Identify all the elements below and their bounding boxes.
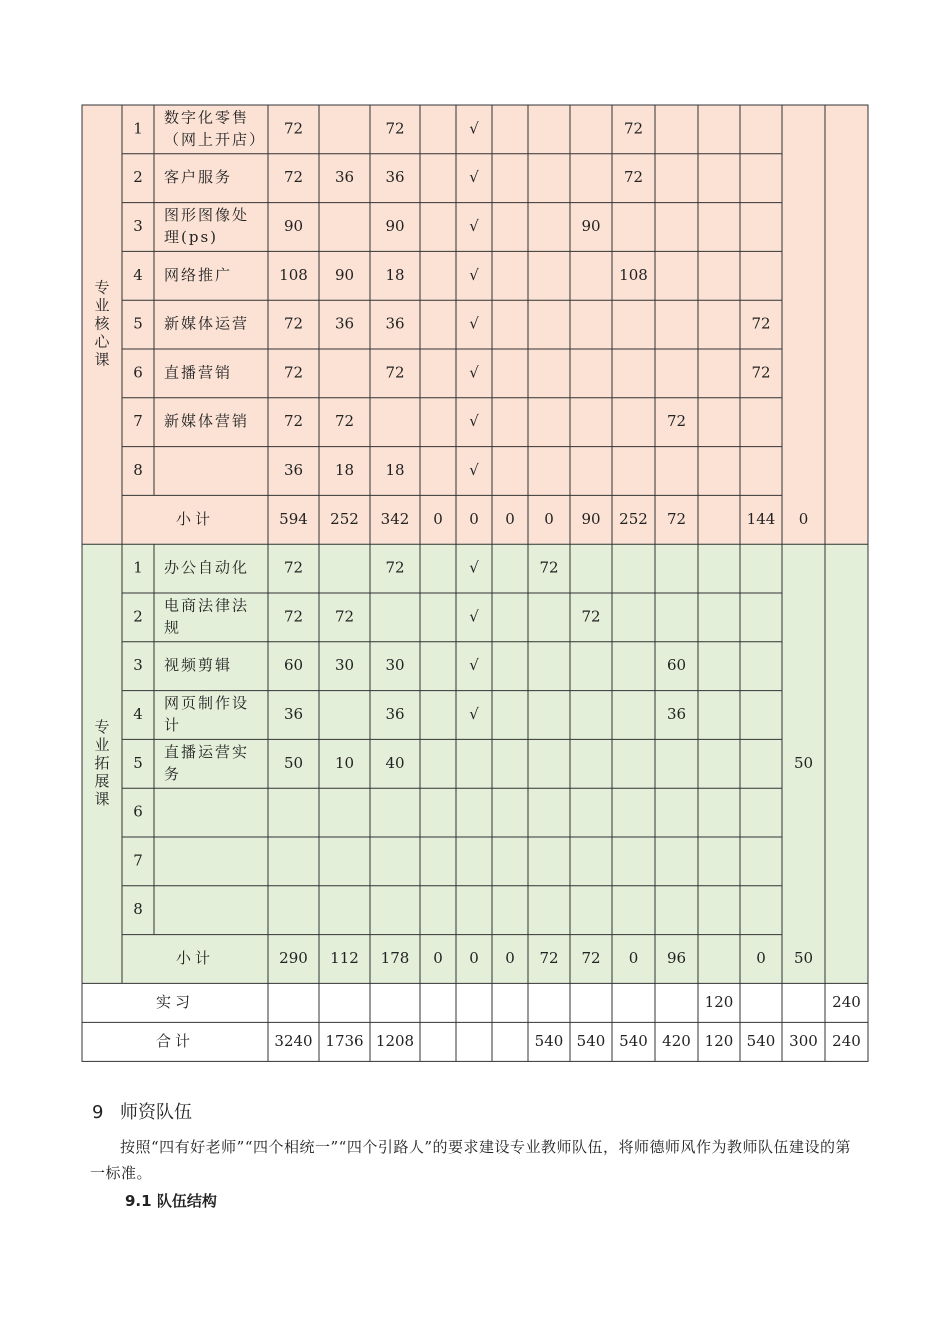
total-cell: 1208 bbox=[375, 1031, 415, 1050]
hours-cell: 18 bbox=[385, 461, 405, 479]
subtotal-cell: 72 bbox=[539, 949, 559, 967]
course-name: 务 bbox=[164, 764, 182, 783]
category-label-char: 业 bbox=[94, 735, 110, 754]
hours-cell: 72 bbox=[283, 314, 304, 333]
category-label-char: 拓 bbox=[94, 753, 110, 772]
hours-cell: 18 bbox=[334, 461, 355, 479]
subtotal-cell: 0 bbox=[628, 949, 639, 967]
section-heading bbox=[92, 1098, 192, 1124]
hours-cell: 72 bbox=[283, 363, 304, 382]
course-name: 办公自动化 bbox=[164, 558, 250, 577]
total-cell: 240 bbox=[832, 1031, 861, 1050]
hours-cell: 72 bbox=[283, 168, 304, 187]
section-number: 9 bbox=[92, 1102, 104, 1123]
course-name: 新媒体营销 bbox=[164, 412, 250, 431]
hours-cell: 72 bbox=[623, 119, 644, 138]
course-name: 数字化零售 bbox=[164, 108, 250, 127]
subsection-number: 9.1 bbox=[125, 1192, 152, 1210]
course-name: 新媒体运营 bbox=[164, 314, 250, 333]
hours-cell: 30 bbox=[385, 656, 405, 675]
hours-cell: 36 bbox=[385, 705, 405, 723]
hours-cell: √ bbox=[469, 265, 479, 284]
row-number: 5 bbox=[133, 314, 143, 333]
hours-cell: 50 bbox=[283, 753, 304, 772]
subtotal-cell: 0 bbox=[505, 509, 515, 528]
course-name: 网页制作设 bbox=[164, 694, 250, 712]
category-label-char: 专 bbox=[94, 717, 110, 736]
subtotal-cell: 178 bbox=[380, 949, 410, 967]
total-cell: 540 bbox=[619, 1031, 648, 1050]
row-number: 1 bbox=[133, 558, 143, 577]
hours-cell: 108 bbox=[279, 265, 308, 284]
subtotal-label: 小计 bbox=[175, 509, 215, 528]
course-name: 直播营销 bbox=[164, 363, 233, 382]
total-cell: 120 bbox=[704, 1031, 734, 1050]
internship-cell: 240 bbox=[832, 992, 861, 1011]
category-label-char: 课 bbox=[94, 350, 110, 369]
subtotal-label: 小计 bbox=[175, 949, 215, 967]
hours-cell: 108 bbox=[619, 265, 648, 284]
hours-cell: √ bbox=[469, 168, 479, 187]
hours-cell: 36 bbox=[283, 461, 304, 479]
hours-cell: 72 bbox=[751, 363, 771, 382]
subtotal-cell: 144 bbox=[746, 509, 776, 528]
category-label-char: 业 bbox=[94, 296, 110, 315]
subsection-title: 队伍结构 bbox=[156, 1192, 217, 1210]
subtotal-cell: 90 bbox=[581, 509, 601, 528]
course-name: 视频剪辑 bbox=[164, 656, 233, 675]
hours-cell: 72 bbox=[334, 412, 355, 431]
row-number: 5 bbox=[133, 753, 143, 772]
hours-cell: √ bbox=[469, 656, 479, 675]
row-number: 8 bbox=[133, 900, 143, 919]
course-name: 直播运营实 bbox=[164, 742, 250, 761]
row-number: 3 bbox=[133, 217, 143, 235]
total-cell: 3240 bbox=[274, 1031, 313, 1050]
hours-cell: 72 bbox=[283, 607, 304, 626]
hours-cell: √ bbox=[469, 412, 479, 431]
subtotal-cell: 72 bbox=[666, 509, 687, 528]
course-name: 图形图像处 bbox=[164, 206, 250, 224]
total-cell: 540 bbox=[534, 1031, 564, 1050]
category-label-char: 核 bbox=[94, 314, 110, 333]
course-name: 计 bbox=[164, 716, 182, 734]
row-number: 2 bbox=[133, 607, 143, 626]
hours-cell: 36 bbox=[283, 705, 304, 723]
hours-cell: 90 bbox=[385, 217, 405, 235]
row-number: 4 bbox=[133, 705, 143, 723]
hours-cell: 72 bbox=[385, 119, 405, 138]
hours-cell: 72 bbox=[334, 607, 355, 626]
hours-cell: √ bbox=[469, 705, 479, 723]
hours-cell: 72 bbox=[283, 558, 304, 577]
total-cell: 420 bbox=[662, 1031, 691, 1050]
subtotal-cell: 0 bbox=[433, 509, 443, 528]
hours-cell: 72 bbox=[283, 119, 304, 138]
row-number: 3 bbox=[133, 656, 143, 675]
category-label-char: 心 bbox=[94, 332, 110, 351]
course-name: 客户服务 bbox=[164, 168, 233, 187]
category-label-char: 课 bbox=[94, 789, 110, 808]
internship-cell: 120 bbox=[704, 992, 734, 1011]
subtotal-cell: 594 bbox=[279, 509, 308, 528]
hours-cell: 72 bbox=[666, 412, 687, 431]
subtotal-cell: 0 bbox=[544, 509, 554, 528]
hours-cell: √ bbox=[469, 119, 479, 138]
category-label-char: 展 bbox=[94, 771, 110, 790]
hours-cell: 72 bbox=[623, 168, 644, 187]
hours-cell: 36 bbox=[666, 705, 687, 723]
subtotal-cell: 342 bbox=[380, 509, 410, 528]
course-name: 规 bbox=[164, 618, 182, 637]
subtotal-cell: 0 bbox=[756, 949, 766, 967]
hours-cell: √ bbox=[469, 217, 479, 235]
row-number: 6 bbox=[133, 802, 143, 821]
course-name: 理(ps) bbox=[164, 228, 219, 246]
subtotal-cell: 50 bbox=[793, 949, 814, 967]
hours-cell: 72 bbox=[385, 558, 405, 577]
total-cell: 1736 bbox=[325, 1031, 364, 1050]
subtotal-cell: 0 bbox=[798, 509, 809, 528]
hours-cell: 36 bbox=[334, 168, 355, 187]
internship-label: 实习 bbox=[155, 992, 195, 1011]
row-number: 7 bbox=[133, 412, 143, 431]
hours-cell: 72 bbox=[581, 607, 601, 626]
hours-cell: 40 bbox=[385, 753, 405, 772]
course-name: （网上开店） bbox=[164, 130, 267, 149]
hours-cell: √ bbox=[469, 461, 479, 479]
total-cell: 540 bbox=[746, 1031, 776, 1050]
category-label-char: 专 bbox=[94, 278, 110, 297]
hours-cell: 72 bbox=[539, 558, 559, 577]
subtotal-cell: 0 bbox=[505, 949, 515, 967]
section-paragraph: 按照“四有好老师”“四个相统一”“四个引路人”的要求建设专业教师队伍，将师德师风作为教师队伍建设的第一标准。 bbox=[90, 1138, 852, 1182]
hours-cell: √ bbox=[469, 607, 479, 626]
subtotal-cell: 252 bbox=[330, 509, 359, 528]
subtotal-cell: 0 bbox=[469, 949, 479, 967]
hours-cell: 60 bbox=[666, 656, 687, 675]
hours-cell: 90 bbox=[334, 265, 355, 284]
hours-cell: √ bbox=[469, 558, 479, 577]
row-number: 4 bbox=[133, 265, 143, 284]
row-number: 7 bbox=[133, 851, 143, 870]
hours-cell: 72 bbox=[751, 314, 771, 333]
row-number: 2 bbox=[133, 168, 143, 187]
subtotal-cell: 112 bbox=[330, 949, 359, 967]
row-number: 1 bbox=[133, 119, 143, 138]
total-cell: 300 bbox=[789, 1031, 818, 1050]
hours-cell: 60 bbox=[283, 656, 304, 675]
subtotal-cell: 0 bbox=[469, 509, 479, 528]
hours-cell: 90 bbox=[581, 217, 601, 235]
total-label: 合计 bbox=[155, 1031, 195, 1050]
hours-cell: 72 bbox=[283, 412, 304, 431]
subtotal-cell: 290 bbox=[279, 949, 308, 967]
hours-cell: 90 bbox=[283, 217, 304, 235]
hours-cell: 36 bbox=[385, 168, 405, 187]
hours-cell: √ bbox=[469, 363, 479, 382]
hours-cell: 18 bbox=[385, 265, 405, 284]
hours-cell: 10 bbox=[334, 753, 355, 772]
section-title: 师资队伍 bbox=[120, 1102, 192, 1123]
hours-cell: 30 bbox=[334, 656, 355, 675]
subtotal-cell: 252 bbox=[619, 509, 648, 528]
row-number: 8 bbox=[133, 461, 143, 479]
course-name: 网络推广 bbox=[164, 265, 233, 284]
hours-cell: 36 bbox=[385, 314, 405, 333]
hours-cell: 72 bbox=[385, 363, 405, 382]
subtotal-cell: 0 bbox=[433, 949, 443, 967]
subsection-heading bbox=[125, 1190, 217, 1211]
hours-cell: √ bbox=[469, 314, 479, 333]
hours-cell: 50 bbox=[793, 753, 814, 772]
hours-cell: 36 bbox=[334, 314, 355, 333]
total-cell: 540 bbox=[576, 1031, 606, 1050]
course-name: 电商法律法 bbox=[164, 596, 250, 615]
row-number: 6 bbox=[133, 363, 143, 382]
subtotal-cell: 96 bbox=[666, 949, 687, 967]
subtotal-cell: 72 bbox=[581, 949, 601, 967]
